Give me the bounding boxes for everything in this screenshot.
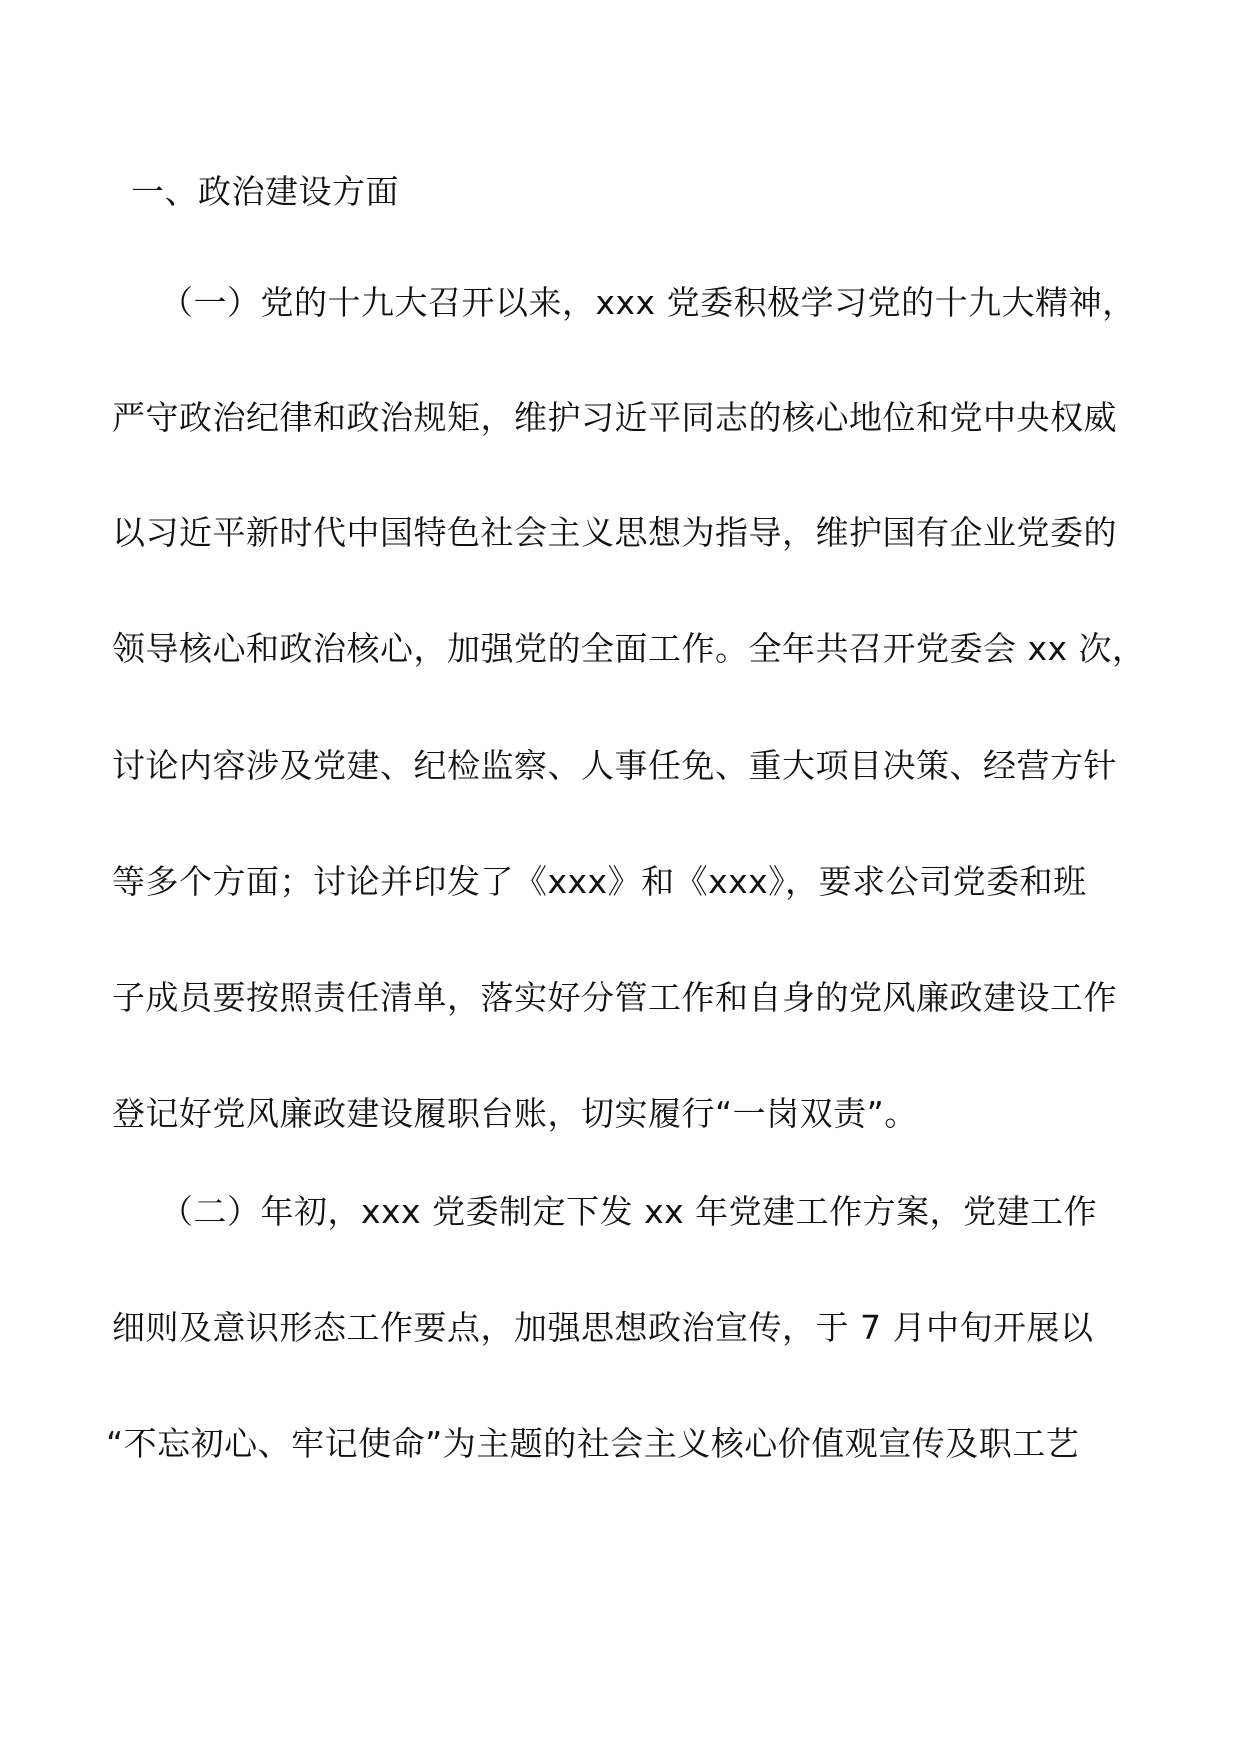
- paragraph-line-4: 领导核心和政治核心，加强党的全面工作。全年共召开党委会 xx 次，: [112, 629, 1146, 668]
- paragraph-line-8: 登记好党风廉政建设履职台账，切实履行“一岗双责”。: [112, 1094, 918, 1133]
- paragraph-line-1: （一）党的十九大召开以来，xxx 党委积极学习党的十九大精神，: [160, 283, 1136, 322]
- paragraph-line-2: 严守政治纪律和政治规矩，维护习近平同志的核心地位和党中央权威: [112, 398, 1117, 437]
- paragraph-line-9: （二）年初，xxx 党委制定下发 xx 年党建工作方案，党建工作: [160, 1192, 1098, 1231]
- paragraph-line-11: “不忘初心、牢记使命”为主题的社会主义核心价值观宣传及职工艺: [106, 1424, 1080, 1463]
- paragraph-line-7: 子成员要按照责任清单，落实好分管工作和自身的党风廉政建设工作: [112, 978, 1117, 1017]
- paragraph-line-5: 讨论内容涉及党建、纪检监察、人事任免、重大项目决策、经营方针: [112, 746, 1117, 785]
- paragraph-line-3: 以习近平新时代中国特色社会主义思想为指导，维护国有企业党委的: [112, 513, 1117, 552]
- paragraph-line-10: 细则及意识形态工作要点，加强思想政治宣传，于 7 月中旬开展以: [112, 1308, 1094, 1347]
- section-heading: 一、政治建设方面: [131, 172, 399, 211]
- paragraph-line-6: 等多个方面；讨论并印发了《xxx》和《xxx》，要求公司党委和班: [112, 862, 1087, 901]
